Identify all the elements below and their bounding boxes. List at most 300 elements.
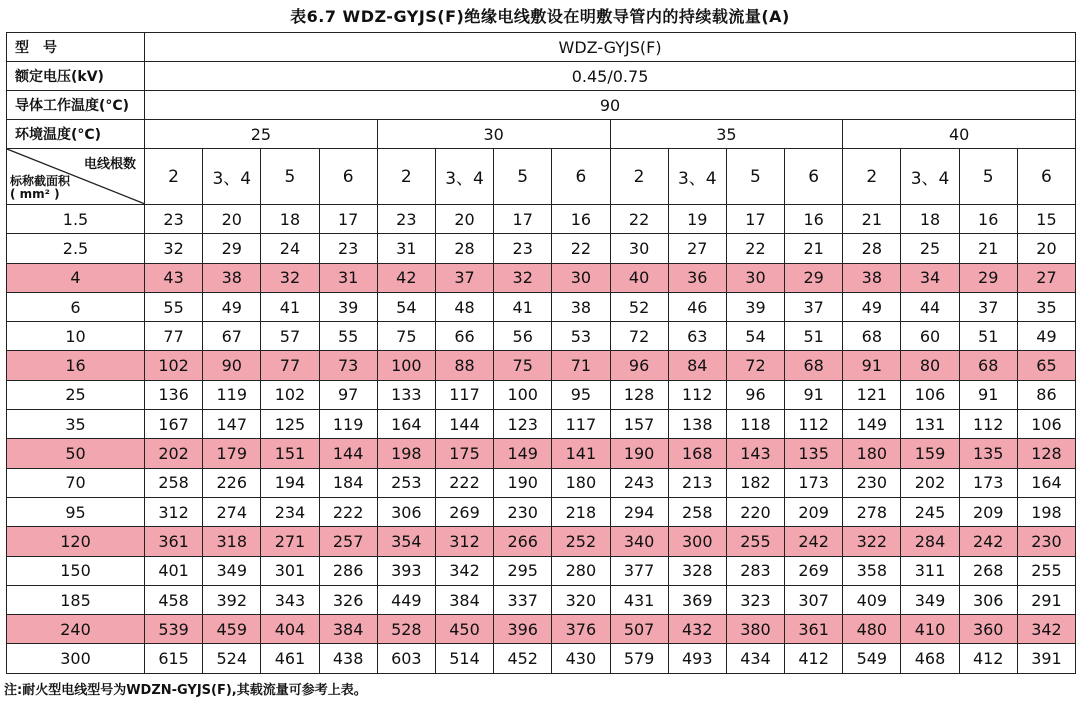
ampacity-cell: 328 (668, 556, 726, 585)
ampacity-cell: 30 (552, 263, 610, 292)
ampacity-cell: 16 (552, 205, 610, 234)
ampacity-cell: 25 (901, 234, 959, 263)
ampacity-cell: 125 (261, 410, 319, 439)
table-row (7, 410, 1076, 439)
ampacity-cell: 106 (1017, 410, 1075, 439)
ampacity-cell: 312 (435, 527, 493, 556)
size-cell: 120 (7, 527, 145, 556)
size-cell: 95 (7, 497, 145, 526)
ampacity-cell: 23 (377, 205, 435, 234)
size-cell: 150 (7, 556, 145, 585)
ampacity-cell: 253 (377, 468, 435, 497)
table-row (7, 615, 1076, 644)
ampacity-cell: 349 (203, 556, 261, 585)
ampacity-cell: 337 (494, 585, 552, 614)
ampacity-cell: 278 (843, 497, 901, 526)
ampacity-cell: 194 (261, 468, 319, 497)
ampacity-cell: 431 (610, 585, 668, 614)
wire-count-cell: 3、4 (435, 149, 493, 205)
ampacity-cell: 37 (435, 263, 493, 292)
ampacity-cell: 24 (261, 234, 319, 263)
ampacity-cell: 23 (145, 205, 203, 234)
wire-count-cell: 5 (726, 149, 784, 205)
ampacity-cell: 20 (203, 205, 261, 234)
wire-count-row (7, 149, 1076, 205)
size-cell: 50 (7, 439, 145, 468)
ampacity-cell: 112 (668, 380, 726, 409)
ampacity-cell: 36 (668, 263, 726, 292)
ampacity-cell: 175 (435, 439, 493, 468)
ampacity-cell: 42 (377, 263, 435, 292)
ampacity-cell: 323 (726, 585, 784, 614)
ampacity-cell: 410 (901, 615, 959, 644)
ampacity-cell: 37 (959, 292, 1017, 321)
ampacity-cell: 133 (377, 380, 435, 409)
ampacity-cell: 37 (785, 292, 843, 321)
ampacity-cell: 35 (1017, 292, 1075, 321)
ampacity-cell: 301 (261, 556, 319, 585)
table-row (7, 556, 1076, 585)
ampacity-cell: 77 (261, 351, 319, 380)
ampacity-cell: 39 (319, 292, 377, 321)
ampacity-cell: 121 (843, 380, 901, 409)
ampacity-cell: 31 (377, 234, 435, 263)
ampacity-cell: 198 (377, 439, 435, 468)
ampacity-cell: 112 (785, 410, 843, 439)
wire-count-cell: 5 (959, 149, 1017, 205)
ampacity-cell: 459 (203, 615, 261, 644)
ampacity-cell: 168 (668, 439, 726, 468)
ambient-row (7, 120, 1076, 149)
ampacity-cell: 230 (494, 497, 552, 526)
corner-bottom-line2: ( mm² ) (10, 187, 60, 201)
ampacity-cell: 22 (552, 234, 610, 263)
ampacity-cell: 38 (843, 263, 901, 292)
ampacity-cell: 268 (959, 556, 1017, 585)
ampacity-cell: 75 (494, 351, 552, 380)
ampacity-cell: 32 (494, 263, 552, 292)
ampacity-cell: 38 (203, 263, 261, 292)
ampacity-cell: 258 (668, 497, 726, 526)
ampacity-cell: 528 (377, 615, 435, 644)
ampacity-cell: 55 (319, 322, 377, 351)
ampacity-cell: 579 (610, 644, 668, 673)
ampacity-cell: 258 (145, 468, 203, 497)
ampacity-cell: 77 (145, 322, 203, 351)
ampacity-cell: 91 (843, 351, 901, 380)
table-row (7, 468, 1076, 497)
ampacity-cell: 322 (843, 527, 901, 556)
ampacity-cell: 128 (1017, 439, 1075, 468)
ampacity-cell: 230 (1017, 527, 1075, 556)
voltage-row (7, 62, 1076, 91)
ampacity-cell: 131 (901, 410, 959, 439)
ampacity-cell: 147 (203, 410, 261, 439)
ampacity-cell: 100 (494, 380, 552, 409)
ampacity-cell: 84 (668, 351, 726, 380)
ampacity-cell: 32 (261, 263, 319, 292)
ampacity-cell: 20 (1017, 234, 1075, 263)
ampacity-cell: 68 (785, 351, 843, 380)
ampacity-cell: 30 (610, 234, 668, 263)
model-row (7, 33, 1076, 62)
ampacity-cell: 34 (901, 263, 959, 292)
ampacity-cell: 16 (959, 205, 1017, 234)
ampacity-cell: 218 (552, 497, 610, 526)
ampacity-cell: 157 (610, 410, 668, 439)
ampacity-cell: 95 (552, 380, 610, 409)
ampacity-cell: 539 (145, 615, 203, 644)
size-cell: 300 (7, 644, 145, 673)
ampacity-cell: 97 (319, 380, 377, 409)
corner-header (7, 149, 145, 205)
size-cell: 4 (7, 263, 145, 292)
table-row (7, 351, 1076, 380)
model-value: WDZ-GYJS(F) (145, 33, 1076, 62)
temp-label: 导体工作温度(°C) (7, 91, 145, 120)
size-cell: 10 (7, 322, 145, 351)
ampacity-cell: 306 (377, 497, 435, 526)
ampacity-cell: 458 (145, 585, 203, 614)
ampacity-cell: 22 (610, 205, 668, 234)
ampacity-table (6, 32, 1076, 674)
ampacity-cell: 30 (726, 263, 784, 292)
ampacity-cell: 300 (668, 527, 726, 556)
ampacity-cell: 49 (843, 292, 901, 321)
ampacity-cell: 274 (203, 497, 261, 526)
ampacity-cell: 68 (959, 351, 1017, 380)
table-row (7, 497, 1076, 526)
ampacity-cell: 384 (435, 585, 493, 614)
table-row (7, 585, 1076, 614)
voltage-label: 额定电压(kV) (7, 62, 145, 91)
ampacity-cell: 55 (145, 292, 203, 321)
ampacity-cell: 19 (668, 205, 726, 234)
ampacity-cell: 412 (959, 644, 1017, 673)
ampacity-cell: 306 (959, 585, 1017, 614)
ampacity-cell: 493 (668, 644, 726, 673)
corner-bottom-label (10, 175, 70, 201)
ampacity-cell: 21 (959, 234, 1017, 263)
ampacity-cell: 252 (552, 527, 610, 556)
ampacity-cell: 67 (203, 322, 261, 351)
ampacity-cell: 28 (843, 234, 901, 263)
ampacity-cell: 29 (785, 263, 843, 292)
ampacity-cell: 21 (785, 234, 843, 263)
ambient-25: 25 (145, 120, 378, 149)
ampacity-cell: 234 (261, 497, 319, 526)
size-cell: 16 (7, 351, 145, 380)
ampacity-cell: 91 (785, 380, 843, 409)
ampacity-cell: 117 (552, 410, 610, 439)
wire-count-cell: 3、4 (901, 149, 959, 205)
ampacity-cell: 66 (435, 322, 493, 351)
temp-value: 90 (145, 91, 1076, 120)
ampacity-cell: 51 (785, 322, 843, 351)
ampacity-cell: 16 (785, 205, 843, 234)
ampacity-cell: 342 (1017, 615, 1075, 644)
ampacity-cell: 514 (435, 644, 493, 673)
ampacity-cell: 245 (901, 497, 959, 526)
ampacity-cell: 358 (843, 556, 901, 585)
corner-bottom-line1: 标称截面积 (10, 174, 71, 188)
ampacity-cell: 23 (494, 234, 552, 263)
ampacity-cell: 226 (203, 468, 261, 497)
wire-count-cell: 6 (552, 149, 610, 205)
ampacity-cell: 20 (435, 205, 493, 234)
ambient-35: 35 (610, 120, 843, 149)
wire-count-cell: 5 (494, 149, 552, 205)
ampacity-cell: 190 (610, 439, 668, 468)
ampacity-cell: 380 (726, 615, 784, 644)
ampacity-cell: 409 (843, 585, 901, 614)
ampacity-cell: 286 (319, 556, 377, 585)
ambient-label: 环境温度(°C) (7, 120, 145, 149)
ampacity-cell: 452 (494, 644, 552, 673)
ampacity-cell: 283 (726, 556, 784, 585)
ampacity-cell: 68 (843, 322, 901, 351)
ampacity-cell: 96 (726, 380, 784, 409)
ampacity-cell: 361 (785, 615, 843, 644)
corner-top-label: 电线根数 (83, 157, 136, 172)
wire-count-cell: 3、4 (668, 149, 726, 205)
ampacity-cell: 135 (959, 439, 1017, 468)
model-label: 型 号 (7, 33, 145, 62)
ampacity-cell: 242 (959, 527, 1017, 556)
table-row (7, 322, 1076, 351)
ampacity-cell: 159 (901, 439, 959, 468)
ampacity-cell: 73 (319, 351, 377, 380)
ampacity-cell: 88 (435, 351, 493, 380)
ampacity-cell: 51 (959, 322, 1017, 351)
ampacity-cell: 213 (668, 468, 726, 497)
ambient-30: 30 (377, 120, 610, 149)
ampacity-cell: 102 (145, 351, 203, 380)
ampacity-cell: 40 (610, 263, 668, 292)
wire-count-cell: 2 (610, 149, 668, 205)
ampacity-cell: 49 (1017, 322, 1075, 351)
ampacity-cell: 343 (261, 585, 319, 614)
ampacity-cell: 149 (494, 439, 552, 468)
ampacity-cell: 31 (319, 263, 377, 292)
ampacity-cell: 257 (319, 527, 377, 556)
ampacity-cell: 75 (377, 322, 435, 351)
ampacity-cell: 27 (1017, 263, 1075, 292)
table-row (7, 380, 1076, 409)
table-row (7, 527, 1076, 556)
ampacity-cell: 269 (435, 497, 493, 526)
ampacity-cell: 49 (203, 292, 261, 321)
ampacity-cell: 461 (261, 644, 319, 673)
ampacity-cell: 18 (901, 205, 959, 234)
ampacity-cell: 180 (552, 468, 610, 497)
ampacity-cell: 46 (668, 292, 726, 321)
ampacity-cell: 39 (726, 292, 784, 321)
ampacity-cell: 100 (377, 351, 435, 380)
ampacity-cell: 392 (203, 585, 261, 614)
ampacity-cell: 376 (552, 615, 610, 644)
ampacity-cell: 198 (1017, 497, 1075, 526)
ampacity-cell: 222 (435, 468, 493, 497)
ampacity-cell: 57 (261, 322, 319, 351)
ampacity-cell: 184 (319, 468, 377, 497)
voltage-value: 0.45/0.75 (145, 62, 1076, 91)
ampacity-cell: 318 (203, 527, 261, 556)
ampacity-cell: 524 (203, 644, 261, 673)
ampacity-cell: 136 (145, 380, 203, 409)
ampacity-cell: 135 (785, 439, 843, 468)
table-row (7, 205, 1076, 234)
ampacity-cell: 369 (668, 585, 726, 614)
ampacity-cell: 23 (319, 234, 377, 263)
ampacity-cell: 393 (377, 556, 435, 585)
size-cell: 2.5 (7, 234, 145, 263)
ampacity-cell: 603 (377, 644, 435, 673)
ampacity-cell: 54 (726, 322, 784, 351)
ampacity-cell: 164 (1017, 468, 1075, 497)
ampacity-cell: 342 (435, 556, 493, 585)
ampacity-cell: 430 (552, 644, 610, 673)
wire-count-cell: 6 (1017, 149, 1075, 205)
ampacity-cell: 271 (261, 527, 319, 556)
ampacity-cell: 123 (494, 410, 552, 439)
wire-count-cell: 6 (319, 149, 377, 205)
ampacity-cell: 173 (959, 468, 1017, 497)
size-cell: 35 (7, 410, 145, 439)
ampacity-cell: 202 (901, 468, 959, 497)
wire-count-cell: 6 (785, 149, 843, 205)
ampacity-cell: 119 (203, 380, 261, 409)
ampacity-cell: 21 (843, 205, 901, 234)
ampacity-cell: 119 (319, 410, 377, 439)
ampacity-cell: 38 (552, 292, 610, 321)
ampacity-cell: 294 (610, 497, 668, 526)
ampacity-cell: 243 (610, 468, 668, 497)
wire-count-cell: 5 (261, 149, 319, 205)
ampacity-cell: 72 (726, 351, 784, 380)
ampacity-cell: 291 (1017, 585, 1075, 614)
ampacity-cell: 143 (726, 439, 784, 468)
table-row (7, 644, 1076, 673)
table-row (7, 292, 1076, 321)
ampacity-cell: 449 (377, 585, 435, 614)
ampacity-cell: 18 (261, 205, 319, 234)
ampacity-cell: 86 (1017, 380, 1075, 409)
ampacity-cell: 361 (145, 527, 203, 556)
ampacity-cell: 138 (668, 410, 726, 439)
ampacity-cell: 295 (494, 556, 552, 585)
ampacity-cell: 102 (261, 380, 319, 409)
ampacity-cell: 41 (261, 292, 319, 321)
ampacity-cell: 56 (494, 322, 552, 351)
ampacity-cell: 432 (668, 615, 726, 644)
ampacity-cell: 280 (552, 556, 610, 585)
ampacity-cell: 71 (552, 351, 610, 380)
ampacity-cell: 326 (319, 585, 377, 614)
ampacity-cell: 311 (901, 556, 959, 585)
ampacity-cell: 377 (610, 556, 668, 585)
ampacity-cell: 269 (785, 556, 843, 585)
ampacity-cell: 173 (785, 468, 843, 497)
ampacity-cell: 72 (610, 322, 668, 351)
wire-count-cell: 2 (145, 149, 203, 205)
ampacity-cell: 349 (901, 585, 959, 614)
ampacity-cell: 468 (901, 644, 959, 673)
ampacity-cell: 220 (726, 497, 784, 526)
ampacity-cell: 128 (610, 380, 668, 409)
ampacity-cell: 507 (610, 615, 668, 644)
ampacity-cell: 80 (901, 351, 959, 380)
size-cell: 6 (7, 292, 145, 321)
ampacity-cell: 29 (203, 234, 261, 263)
ampacity-cell: 190 (494, 468, 552, 497)
ampacity-cell: 209 (785, 497, 843, 526)
ampacity-cell: 106 (901, 380, 959, 409)
ampacity-cell: 117 (435, 380, 493, 409)
ampacity-cell: 15 (1017, 205, 1075, 234)
ampacity-cell: 48 (435, 292, 493, 321)
ampacity-cell: 27 (668, 234, 726, 263)
ampacity-cell: 480 (843, 615, 901, 644)
ampacity-cell: 255 (726, 527, 784, 556)
ampacity-cell: 284 (901, 527, 959, 556)
ampacity-cell: 412 (785, 644, 843, 673)
ampacity-cell: 43 (145, 263, 203, 292)
ampacity-cell: 144 (435, 410, 493, 439)
ampacity-cell: 354 (377, 527, 435, 556)
size-cell: 25 (7, 380, 145, 409)
ampacity-cell: 164 (377, 410, 435, 439)
ampacity-cell: 28 (435, 234, 493, 263)
ampacity-cell: 434 (726, 644, 784, 673)
ampacity-cell: 360 (959, 615, 1017, 644)
size-cell: 1.5 (7, 205, 145, 234)
ampacity-cell: 438 (319, 644, 377, 673)
table-row (7, 439, 1076, 468)
ampacity-cell: 53 (552, 322, 610, 351)
wire-count-cell: 2 (843, 149, 901, 205)
ampacity-cell: 307 (785, 585, 843, 614)
ampacity-cell: 401 (145, 556, 203, 585)
ampacity-cell: 144 (319, 439, 377, 468)
wire-count-cell: 3、4 (203, 149, 261, 205)
ampacity-cell: 391 (1017, 644, 1075, 673)
ampacity-cell: 167 (145, 410, 203, 439)
ampacity-cell: 615 (145, 644, 203, 673)
table-title: 表6.7 WDZ-GYJS(F)绝缘电线敷设在明敷导管内的持续载流量(A) (290, 7, 790, 26)
ampacity-cell: 340 (610, 527, 668, 556)
ampacity-cell: 29 (959, 263, 1017, 292)
ampacity-cell: 17 (319, 205, 377, 234)
size-cell: 185 (7, 585, 145, 614)
ampacity-cell: 549 (843, 644, 901, 673)
ampacity-cell: 255 (1017, 556, 1075, 585)
ampacity-cell: 22 (726, 234, 784, 263)
ampacity-cell: 202 (145, 439, 203, 468)
ampacity-cell: 141 (552, 439, 610, 468)
ampacity-cell: 91 (959, 380, 1017, 409)
ampacity-cell: 44 (901, 292, 959, 321)
size-cell: 240 (7, 615, 145, 644)
ampacity-cell: 242 (785, 527, 843, 556)
ampacity-cell: 266 (494, 527, 552, 556)
ampacity-cell: 60 (901, 322, 959, 351)
wire-count-cell: 2 (377, 149, 435, 205)
ampacity-cell: 312 (145, 497, 203, 526)
ampacity-cell: 65 (1017, 351, 1075, 380)
ampacity-cell: 112 (959, 410, 1017, 439)
ampacity-cell: 90 (203, 351, 261, 380)
